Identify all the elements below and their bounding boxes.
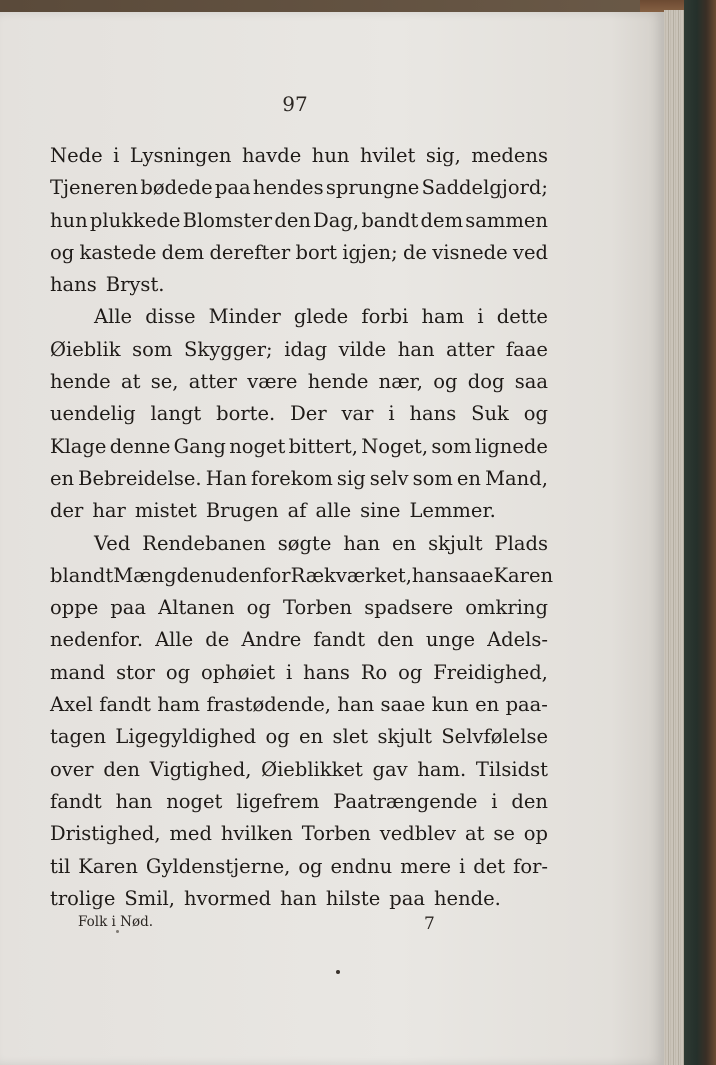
word: og — [246, 596, 271, 620]
word: dog — [467, 370, 505, 394]
word: Lysningen — [129, 144, 232, 167]
word: hans — [303, 660, 350, 684]
word: skjult — [377, 725, 432, 749]
word: af — [287, 499, 307, 523]
word: derefter — [209, 240, 291, 264]
word: udenfor — [213, 563, 291, 587]
text-line — [50, 431, 548, 463]
word: disse — [145, 305, 196, 329]
text-line — [50, 463, 548, 495]
book-page — [0, 12, 664, 1065]
word: hvilet — [359, 144, 416, 167]
word: glede — [293, 305, 349, 329]
word: Ved — [94, 531, 131, 555]
word: og — [298, 854, 323, 878]
word: hende — [50, 370, 111, 394]
word: sprungne — [325, 176, 420, 200]
word: mand — [50, 660, 106, 684]
text-line — [50, 657, 548, 689]
word: atter — [446, 337, 495, 361]
word: de — [402, 240, 427, 264]
word: visnede — [432, 240, 508, 264]
word: mistet — [134, 499, 197, 523]
word: blandt — [50, 563, 114, 587]
word: Torben — [282, 596, 353, 620]
word: sig — [336, 466, 366, 490]
word: til — [50, 854, 71, 878]
word: i — [286, 660, 293, 684]
word: dem — [161, 240, 205, 264]
text-line — [50, 301, 548, 333]
word: Dristighed, — [50, 822, 161, 846]
word: han — [280, 886, 317, 910]
text-line — [50, 592, 548, 624]
word: og — [523, 402, 548, 426]
word: kun — [431, 693, 469, 717]
word: paa — [110, 596, 147, 620]
word: den — [103, 757, 140, 781]
word: Ligegyldighed — [115, 725, 257, 749]
word: Torben — [301, 822, 371, 846]
text-line — [50, 786, 548, 818]
word: Tjeneren — [50, 176, 139, 200]
word: paa — [389, 886, 425, 910]
word: Selvfølelse — [441, 725, 548, 749]
word: være — [247, 370, 298, 394]
word: i — [113, 144, 120, 167]
word: den — [377, 628, 414, 652]
word: ophøiet — [200, 660, 276, 684]
word: Karen — [493, 563, 554, 587]
word: hende. — [434, 886, 501, 910]
text-line — [50, 237, 548, 269]
word: forekom — [250, 466, 333, 490]
text-line — [50, 528, 548, 560]
word: Nede — [50, 144, 103, 167]
word: Rendebanen — [142, 531, 266, 555]
word: bittert, — [288, 434, 358, 458]
word: Paatrængende — [333, 789, 478, 813]
text-line — [50, 205, 548, 237]
text-line — [50, 269, 548, 301]
word: slet — [332, 725, 369, 749]
word: ham — [157, 693, 201, 717]
word: Plads — [494, 531, 548, 555]
book-cover-edge — [684, 0, 716, 1065]
word: Andre — [241, 628, 302, 652]
word: hilste — [325, 886, 381, 910]
word: den — [274, 208, 311, 232]
ink-speck — [116, 930, 119, 933]
word: Gyldenstjerne, — [145, 854, 291, 878]
word: faae — [505, 337, 548, 361]
word: sammen — [465, 208, 548, 232]
word: han — [411, 563, 449, 587]
ink-speck — [336, 970, 340, 974]
word: vedblev — [379, 822, 457, 846]
word: som — [132, 337, 173, 361]
word: uendelig — [50, 402, 136, 426]
word: frastødende, — [206, 693, 332, 717]
word: se — [493, 822, 515, 846]
word: atter — [188, 370, 237, 394]
word: Der — [290, 402, 327, 426]
word: unge — [425, 628, 475, 652]
word: hans — [409, 402, 457, 426]
word: at — [464, 822, 485, 846]
word: noget — [166, 789, 223, 813]
word: i — [459, 854, 466, 878]
page-edges — [664, 10, 684, 1065]
word: oppe — [50, 596, 99, 620]
word: Gang — [173, 434, 226, 458]
word: og — [433, 370, 458, 394]
word: var — [341, 402, 374, 426]
word: han — [397, 337, 435, 361]
page-number: 97 — [282, 92, 308, 116]
word: fandt — [50, 789, 102, 813]
word: som — [431, 434, 472, 458]
word: Tilsidst — [475, 757, 548, 781]
word: Minder — [208, 305, 281, 329]
word: Freidighed, — [433, 660, 548, 684]
word: mere — [400, 854, 452, 878]
word: hans — [50, 273, 97, 297]
word: selv — [369, 466, 409, 490]
text-line — [50, 172, 548, 204]
word: en — [456, 466, 481, 490]
text-line — [50, 754, 548, 786]
word: Bryst. — [105, 273, 165, 297]
word: at — [120, 370, 141, 394]
word: Øieblik — [50, 337, 121, 361]
word: Brugen — [205, 499, 279, 523]
word: Smil, — [124, 886, 175, 910]
word: Øieblikket — [261, 757, 363, 781]
word: Alle — [155, 628, 194, 652]
word: borte. — [216, 402, 276, 426]
word: Han — [205, 466, 247, 490]
word: det — [473, 854, 506, 878]
text-line — [50, 140, 548, 172]
word: Suk — [471, 402, 509, 426]
text-line — [50, 818, 548, 850]
word: ham. — [417, 757, 467, 781]
word: spadsere — [364, 596, 454, 620]
word: Mængden — [113, 563, 214, 587]
word: langt — [150, 402, 202, 426]
word: hun — [311, 144, 350, 167]
text-line — [50, 334, 548, 366]
word: sig, — [425, 144, 461, 167]
word: plukkede — [89, 208, 181, 232]
word: Axel — [50, 693, 93, 717]
word: Mand, — [485, 466, 548, 490]
word: Rækværket, — [290, 563, 412, 587]
word: hun — [50, 208, 88, 232]
word: Skygger; — [184, 337, 273, 361]
word: saae — [380, 693, 426, 717]
word: med — [169, 822, 212, 846]
signature-number: 7 — [424, 914, 435, 934]
word: op — [523, 822, 548, 846]
word: havde — [242, 144, 302, 167]
word: idag — [284, 337, 328, 361]
word: noget — [229, 434, 286, 458]
word: Bebreidelse. — [78, 466, 202, 490]
word: Noget, — [361, 434, 429, 458]
text-line — [50, 495, 548, 527]
word: endnu — [330, 854, 393, 878]
word: skjult — [428, 531, 483, 555]
word: for- — [513, 854, 548, 878]
word: denne — [109, 434, 171, 458]
word: i — [491, 789, 498, 813]
word: en — [475, 693, 500, 717]
word: forbi — [361, 305, 409, 329]
word: Klage — [50, 434, 107, 458]
word: se, — [150, 370, 179, 394]
word: nedenfor. — [50, 628, 144, 652]
word: Alle — [94, 305, 133, 329]
signature-title: Folk i Nød. — [78, 914, 154, 930]
word: paa — [214, 176, 251, 200]
word: medens — [471, 144, 548, 167]
word: lignede — [474, 434, 548, 458]
word: Saddelgjord; — [421, 176, 548, 200]
word: en — [50, 466, 75, 490]
text-line — [50, 883, 548, 915]
text-line — [50, 366, 548, 398]
text-line — [50, 398, 548, 430]
text-line — [50, 624, 548, 656]
word: vilde — [338, 337, 387, 361]
word: og — [265, 725, 290, 749]
word: en — [392, 531, 417, 555]
text-line — [50, 689, 548, 721]
word: bødede — [140, 176, 213, 200]
word: saa — [514, 370, 548, 394]
word: igjen; — [342, 240, 398, 264]
word: bandt — [361, 208, 419, 232]
word: de — [205, 628, 230, 652]
word: han — [343, 531, 381, 555]
word: Vigtighed, — [149, 757, 252, 781]
word: han — [337, 693, 375, 717]
text-line — [50, 851, 548, 883]
word: i — [388, 402, 395, 426]
word: bort — [295, 240, 337, 264]
text-line — [50, 721, 548, 753]
word: Blomster — [182, 208, 273, 232]
word: omkring — [465, 596, 548, 620]
word: hendes — [252, 176, 324, 200]
word: ham — [421, 305, 465, 329]
text-line — [50, 560, 554, 592]
body-text — [50, 140, 554, 915]
word: som — [412, 466, 453, 490]
word: en — [299, 725, 324, 749]
word: alle — [315, 499, 352, 523]
word: og — [398, 660, 423, 684]
word: Altanen — [158, 596, 235, 620]
word: hvilken — [220, 822, 293, 846]
word: tagen — [50, 725, 107, 749]
word: nær, — [378, 370, 423, 394]
word: der — [50, 499, 84, 523]
word: fandt — [313, 628, 366, 652]
word: dette — [496, 305, 548, 329]
word: gav — [372, 757, 408, 781]
word: fandt — [99, 693, 151, 717]
word: trolige — [50, 886, 116, 910]
word: den — [511, 789, 548, 813]
word: ligefrem — [236, 789, 320, 813]
word: Dag, — [313, 208, 360, 232]
word: stor — [116, 660, 155, 684]
word: dem — [420, 208, 464, 232]
word: og — [50, 240, 75, 264]
word: Adels- — [487, 628, 548, 652]
word: Ro — [360, 660, 388, 684]
word: og — [165, 660, 191, 684]
word: kastede — [79, 240, 157, 264]
word: Karen — [78, 854, 138, 878]
word: ved — [512, 240, 548, 264]
word: han — [115, 789, 153, 813]
word: har — [92, 499, 126, 523]
word: saae — [448, 563, 494, 587]
word: paa- — [505, 693, 548, 717]
word: over — [50, 757, 94, 781]
word: søgte — [277, 531, 332, 555]
word: hende — [307, 370, 369, 394]
word: Lemmer. — [409, 499, 496, 523]
word: hvormed — [183, 886, 272, 910]
word: i — [477, 305, 484, 329]
word: sine — [360, 499, 401, 523]
